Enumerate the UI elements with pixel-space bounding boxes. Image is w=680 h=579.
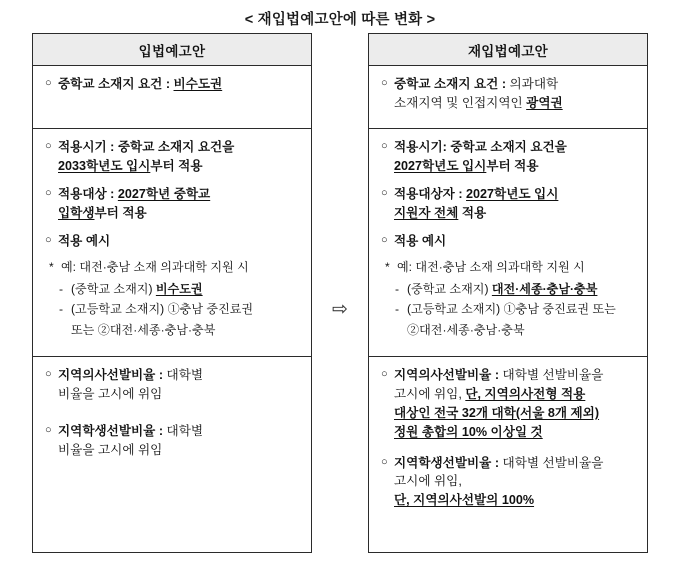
list-item-body — [58, 185, 301, 223]
example-subline-body — [71, 280, 203, 298]
item-line3: 대상인 전국 32개 대학(서울 8개 제외) — [394, 405, 600, 420]
example-text: 예: 대전·충남 소재 의과대학 지원 시 — [397, 260, 585, 275]
bullet-icon: ○ — [45, 368, 52, 380]
item-value: 대학별 선발비율을 — [502, 455, 604, 470]
list-item — [45, 422, 301, 460]
list-item-body — [394, 366, 637, 442]
example-text: 예: 대전·충남 소재 의과대학 지원 시 — [61, 260, 249, 275]
example-subline-strong: ②대전·세종·충남·충북 — [97, 322, 216, 337]
example-subline — [59, 300, 301, 318]
list-item — [381, 75, 637, 113]
list-item-body: 적용 예시 — [58, 233, 111, 248]
example-subline-body — [407, 280, 597, 298]
list-item-body — [394, 75, 637, 113]
dash-icon: - — [395, 282, 400, 297]
example-subline-strong: ①충남 중진료권 또는 — [503, 302, 616, 317]
bullet-icon: ○ — [381, 368, 388, 380]
list-item-body — [58, 422, 301, 460]
item-line4: 정원 총합의 10% 이상일 것 — [394, 424, 543, 439]
comparison-columns — [0, 33, 680, 553]
column-after — [368, 33, 648, 553]
example-subline — [59, 280, 301, 298]
transition-arrow-icon: ⇨ — [332, 299, 348, 320]
list-item — [381, 138, 637, 176]
item-line2-a: 입학생 — [58, 205, 95, 220]
item-line2: 비율을 고시에 위임 — [58, 386, 163, 401]
item-label: 지역학생선발비율 : — [58, 423, 167, 438]
list-item-body — [394, 454, 637, 511]
item-value: 비수도권 — [173, 77, 223, 91]
item-value: 2027학년 중학교 — [117, 186, 211, 201]
example-subline-strong: 비수도권 — [155, 282, 203, 297]
item-line2-a: 2027학년도 입시 — [394, 158, 487, 173]
item-label: 적용대상 : — [58, 186, 118, 201]
item-label: 지역학생선발비율 : — [394, 455, 503, 470]
list-item-body — [394, 185, 637, 223]
example-subline-cont — [71, 321, 301, 339]
page-title: < 재입법예고안에 따른 변화 > — [244, 12, 436, 28]
list-item — [45, 138, 301, 176]
list-item-body — [58, 75, 301, 94]
item-label: 적용대상자 : — [394, 186, 467, 201]
item-value: 중학교 소재지 요건을 — [117, 140, 235, 154]
item-label: 지역의사선발비율 : — [58, 368, 167, 382]
bullet-icon: ○ — [45, 186, 52, 199]
example-subline-pre: (중학교 소재지) — [71, 282, 156, 297]
item-label: 중학교 소재지 요건 : — [58, 77, 174, 91]
example-subline-body — [407, 300, 616, 318]
item-line2-b: 단, 지역의사전형 적용 — [465, 386, 586, 401]
dash-icon: - — [395, 302, 400, 317]
item-value: 의과대학 — [509, 77, 559, 91]
column-before-header: 입법예고안 — [33, 34, 311, 66]
list-item-body — [58, 366, 301, 404]
list-item — [381, 185, 637, 223]
example-line — [49, 259, 301, 277]
list-item — [45, 232, 301, 251]
item-line2-a: 2033학년도 입시 — [58, 158, 151, 173]
bullet-icon: ○ — [381, 233, 388, 246]
asterisk-icon: * — [49, 260, 54, 275]
item-label: 지역의사선발비율 : — [394, 368, 503, 382]
example-subline-pre: (고등학교 소재지) — [71, 302, 168, 317]
example-subline-cont — [407, 321, 637, 339]
dash-icon: - — [59, 302, 64, 317]
bullet-icon: ○ — [381, 455, 388, 468]
list-item — [45, 185, 301, 223]
list-item — [381, 366, 637, 442]
item-label: 중학교 소재지 요건 : — [394, 77, 510, 91]
item-line2-b: 부터 적용 — [150, 158, 203, 173]
item-label: 적용시기 : — [58, 140, 118, 154]
list-item-body — [58, 138, 301, 176]
item-value: 대학별 선발비율을 — [502, 368, 604, 382]
right-section-requirement — [369, 66, 647, 128]
example-subline-strong: ①충남 중진료권 — [167, 302, 254, 317]
list-item — [381, 454, 637, 511]
item-value: 대학별 — [166, 368, 204, 382]
example-subline-body — [71, 300, 253, 318]
bullet-icon: ○ — [45, 140, 52, 152]
example-subline — [395, 280, 637, 298]
left-section-ratios — [33, 356, 311, 552]
list-item-body — [394, 138, 637, 176]
bullet-icon: ○ — [381, 186, 388, 199]
item-line2-b: 광역권 — [526, 95, 563, 110]
item-line2-b: 적용 — [458, 205, 487, 220]
list-item — [45, 75, 301, 94]
item-label: 적용시기: — [394, 140, 451, 154]
list-item — [45, 366, 301, 404]
asterisk-icon: * — [385, 260, 390, 275]
item-value: 2027학년도 입시 — [466, 186, 559, 201]
item-line2-b: 부터 적용 — [94, 205, 147, 220]
right-section-application — [369, 128, 647, 356]
bullet-icon: ○ — [45, 423, 52, 436]
item-line2-a: 소재지역 및 인접지역인 — [394, 95, 527, 110]
example-subline-pre: (고등학교 소재지) — [407, 302, 504, 317]
item-line2: 고시에 위임, — [394, 474, 462, 489]
item-line2-a: 고시에 위임, — [394, 386, 466, 401]
example-subline-strong: 대전·세종·충남·충북 — [491, 282, 598, 297]
right-section-ratios — [369, 356, 647, 552]
bullet-icon: ○ — [45, 77, 52, 89]
item-value: 대학별 — [166, 423, 204, 438]
example-subline-pre: 또는 — [71, 322, 98, 337]
item-line2-a: 지원자 전체 — [394, 205, 459, 220]
example-subline — [395, 300, 637, 318]
bullet-icon: ○ — [381, 77, 388, 89]
list-item — [381, 232, 637, 251]
item-line3: 단, 지역의사선발의 100% — [394, 493, 535, 508]
item-value: 중학교 소재지 요건을 — [450, 140, 567, 154]
bullet-icon: ○ — [381, 140, 388, 152]
dash-icon: - — [59, 282, 64, 297]
example-subline-pre: (중학교 소재지) — [407, 282, 492, 297]
column-after-header: 재입법예고안 — [369, 34, 647, 66]
left-section-application — [33, 128, 311, 356]
list-item-body: 적용 예시 — [394, 233, 447, 248]
example-line — [385, 259, 637, 277]
item-line2-b: 부터 적용 — [486, 158, 539, 173]
left-section-requirement — [33, 66, 311, 128]
item-line2: 비율을 고시에 위임 — [58, 442, 163, 457]
bullet-icon: ○ — [45, 233, 52, 246]
column-before — [32, 33, 312, 553]
example-subline-strong: ②대전·세종·충남·충북 — [407, 322, 525, 337]
